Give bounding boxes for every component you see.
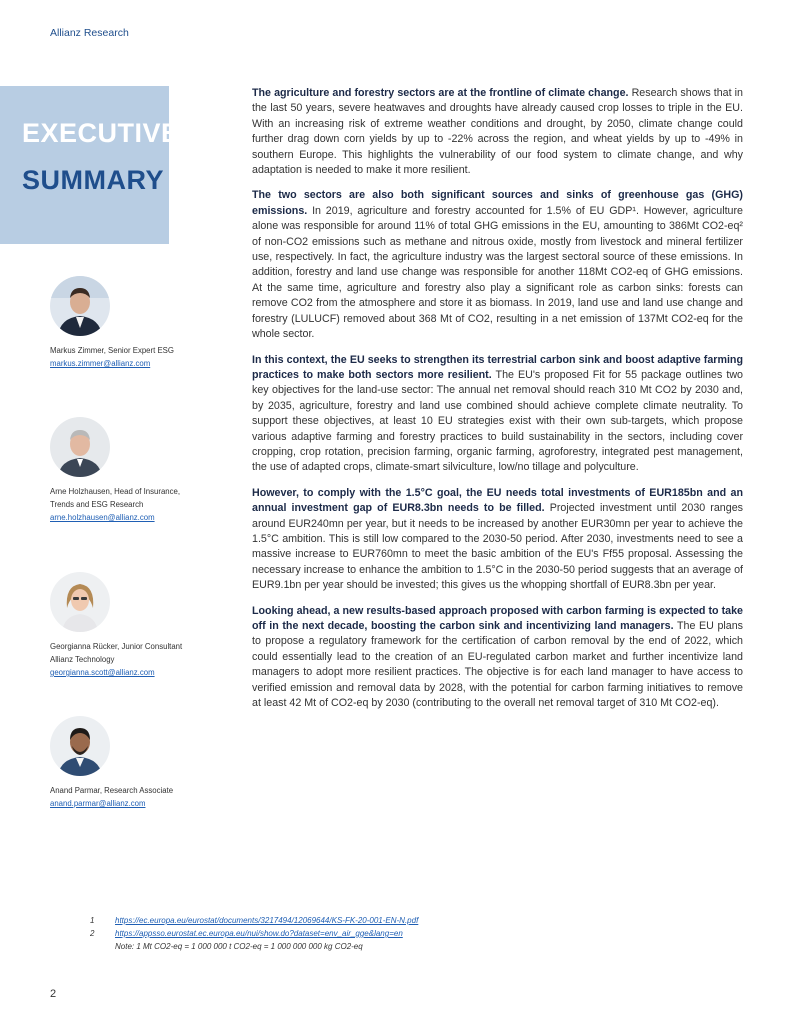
paragraph-lead: The two sectors are also both significant sources and sinks of greenhouse gas (GHG) emissions.	[252, 189, 743, 217]
footnote-link[interactable]: https://appsso.eurostat.ec.europa.eu/nui/show.do?dataset=env_air_gge&lang=en	[115, 929, 403, 938]
author-email[interactable]: georgianna.scott@allianz.com	[50, 668, 155, 677]
author-name: Arne Holzhausen, Head of Insurance,	[50, 487, 181, 496]
paragraph-lead: In this context, the EU seeks to strengthen its terrestrial carbon sink and boost adaptive farming practices to make both sectors more resilient.	[252, 353, 743, 381]
footnotes	[90, 914, 418, 953]
author-email[interactable]: markus.zimmer@allianz.com	[50, 359, 151, 368]
author-card	[50, 276, 200, 370]
footnote-number: 2	[90, 929, 95, 938]
page-number: 2	[50, 988, 57, 1000]
paragraph-body: The EU's proposed Fit for 55 package outlines two key objectives for the land-use sector: The annual net removal should reach 310 Mt CO2 by 2030 and, by 2035, agriculture, forestry and land use combined should achieve complete climate neutrality. To support these objectives, at least 10 EU strategies exist with their own sub-targets, which propose various adaptive farming and forestry practices to build sustainability in the sectors, including cover cropping, crop rotation, precision farming, organic farming, agroforestry, integrated pest management, the use of adapted crops, climate-smart silviculture, low/no tillage and polyculture.	[252, 368, 743, 474]
title-line-1: EXECUTIVE	[22, 118, 180, 148]
author-name: Markus Zimmer, Senior Expert ESG	[50, 346, 174, 355]
executive-summary-box	[0, 86, 180, 244]
paragraph	[252, 188, 743, 342]
footnote	[90, 927, 418, 940]
footnote-note: Note: 1 Mt CO2-eq = 1 000 000 t CO2-eq = 1 000 000 000 kg CO2-eq	[115, 942, 363, 951]
paragraph	[252, 604, 743, 712]
paragraph	[252, 86, 743, 178]
paragraph	[252, 486, 743, 594]
footnote-link[interactable]: https://ec.europa.eu/eurostat/documents/3217494/12069644/KS-FK-20-001-EN-N.pdf	[115, 916, 419, 925]
author-email[interactable]: anand.parmar@allianz.com	[50, 799, 146, 808]
author-card	[50, 572, 200, 679]
paragraph-lead: Looking ahead, a new results-based approach proposed with carbon farming is expected to take off in the next decade, boosting the carbon sink and incentivizing land managers.	[252, 604, 743, 632]
header-brand: Allianz Research	[50, 27, 129, 39]
author-card	[50, 716, 200, 810]
author-affiliation: Trends and ESG Research	[50, 500, 144, 509]
paragraph-body: The EU plans to propose a regulatory framework for the certification of carbon removal by the end of 2022, which could essentially lead to the creation of an EU-regulated carbon market and further incentivize land managers to adopt more resilient practices. The objective is for each land manager to have access to verified emission and removal data by 2028, with the potential for carbon farming initiatives to remove at least 42 Mt of CO2-eq by 2030 (contributing to the overall net removal target of 310 Mt CO2-eq).	[252, 620, 744, 710]
main-text	[252, 86, 743, 721]
paragraph-lead: The agriculture and forestry sectors are at the frontline of climate change.	[252, 87, 629, 99]
author-photo	[50, 572, 110, 632]
paragraph-lead: However, to comply with the 1.5°C goal, the EU needs total investments of EUR185bn and an annual investment gap of EUR8.3bn needs to be filled.	[252, 486, 743, 515]
footnote	[90, 914, 418, 927]
author-name: Georgianna Rücker, Junior Consultant	[50, 642, 183, 651]
footnote-number: 1	[90, 916, 95, 925]
author-affiliation: Allianz Technology	[50, 655, 115, 664]
author-photo	[50, 276, 110, 336]
paragraph-body: Projected investment until 2030 ranges around EUR240mn per year, but it needs to be increased by another EUR30mn per year to achieve the 1.5°C ambition. This is still low compared to the 2030-50 period. After 2030, investments need to see a massive increase to EUR760mn to meet the basic ambition of the EU's Ff55 proposal. Assessing the necessary increase to enhance the ambition to 1.5°C in the 2030-50 period suggests that an average of EUR9.1bn per year should be invested; this gives us the whopping shortfall of EUR8.3bn per year.	[252, 502, 743, 592]
author-name: Anand Parmar, Research Associate	[50, 786, 174, 795]
title-line-2: SUMMARY	[22, 165, 164, 195]
paragraph-body: In 2019, agriculture and forestry accounted for 1.5% of EU GDP¹. However, agriculture alone was responsible for around 11% of total GHG emissions in the EU, amounting to 386Mt CO2-eq² of non-CO2 emissions such as methane and nitrous oxide, mostly from livestock and mineral fertilizer use, respectively. In fact, the agriculture industry was the largest sectoral source of these emissions. In addition, forestry and land use change was responsible for another 118Mt CO2-eq of GHG emissions. At the same time, agriculture and forestry also play a significant role as carbon sinks: forests can remove CO2 from the atmosphere and store it as biomass. In 2019, land use and land use change and forestry (LULUCF) removed about 368 Mt of CO2, resulting in a net emission of 137Mt CO2-eq for the whole sector.	[252, 204, 743, 341]
paragraph-body: Research shows that in the last 50 years, severe heatwaves and droughts have already caused crop losses to triple in the EU. With an increasing risk of extreme weather conditions and drought, by 2050, climate change could further drag down corn yields by up to -22% across the region, and wheat yields by up to -49% in southern Europe. This highlights the vulnerability of our food system to climate change, and why adaptation is needed to make it more resilient.	[252, 87, 743, 177]
paragraph	[252, 353, 743, 476]
author-email[interactable]: arne.holzhausen@allianz.com	[50, 513, 155, 522]
author-card	[50, 417, 200, 524]
author-photo	[50, 716, 110, 776]
author-photo	[50, 417, 110, 477]
